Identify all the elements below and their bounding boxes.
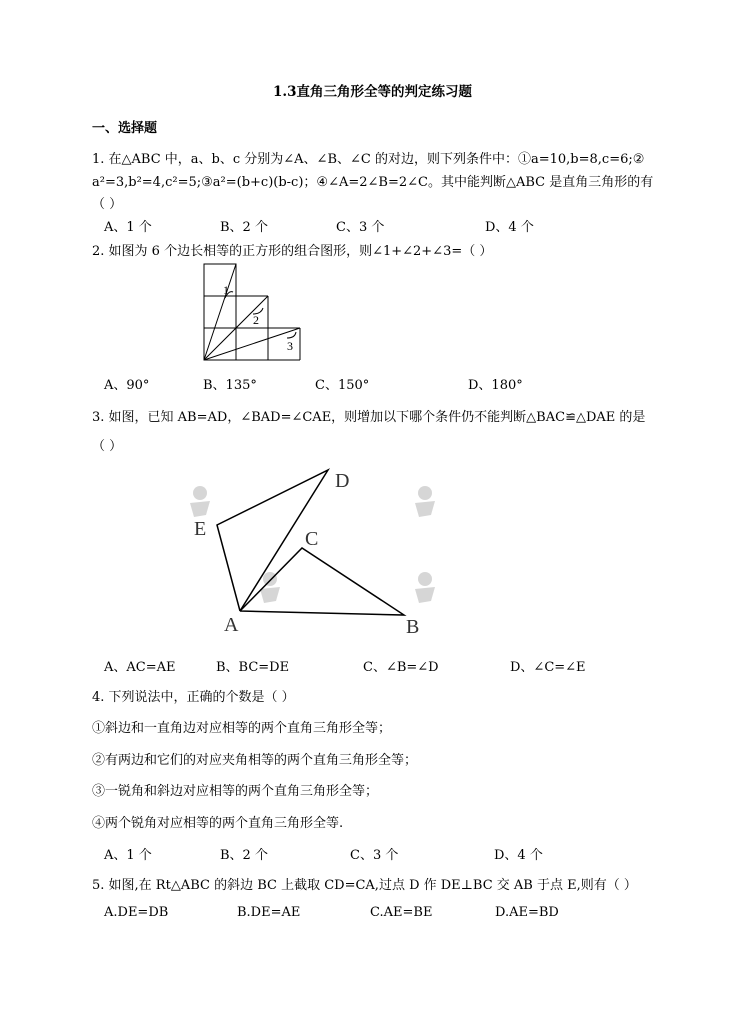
q4-statement-2: ②有两边和它们的对应夹角相等的两个直角三角形全等； bbox=[92, 753, 418, 768]
q4-text: 4. 下列说法中，正确的个数是（ ） bbox=[92, 690, 295, 705]
point-label-a: A bbox=[224, 614, 239, 636]
page-title: 1.3直角三角形全等的判定练习题 bbox=[273, 84, 472, 100]
q5-option-c[interactable]: C.AE=BE bbox=[370, 905, 433, 920]
q4-option-c[interactable]: C、3 个 bbox=[350, 848, 399, 863]
q5-option-a[interactable]: A.DE=DB bbox=[104, 905, 169, 920]
q3-triangles-figure bbox=[180, 455, 450, 645]
q3-line2: （ ） bbox=[92, 439, 123, 454]
point-label-c: C bbox=[305, 528, 319, 550]
q4-statement-4: ④两个锐角对应相等的两个直角三角形全等. bbox=[92, 816, 344, 831]
q2-option-c[interactable]: C、150° bbox=[315, 378, 370, 393]
diagonal-1 bbox=[204, 264, 236, 360]
diagonal-3 bbox=[204, 328, 300, 360]
point-label-d: D bbox=[335, 470, 350, 492]
angle-arc-3 bbox=[287, 332, 296, 338]
angle-label-2: 2 bbox=[253, 313, 259, 327]
q2-option-a[interactable]: A、90° bbox=[104, 378, 150, 393]
section-heading: 一、选择题 bbox=[92, 121, 158, 136]
q5-text: 5. 如图,在 Rt△ABC 的斜边 BC 上截取 CD=CA,过点 D 作 DE⊥BC 交 AB 于点 E,则有（ ） bbox=[92, 878, 637, 893]
q1-option-d[interactable]: D、4 个 bbox=[485, 220, 534, 235]
q1-line1: 1. 在△ABC 中，a、b、c 分别为∠A、∠B、∠C 的对边，则下列条件中：①a=10,b=8,c=6;② bbox=[92, 152, 645, 167]
point-label-e: E bbox=[194, 518, 207, 540]
angle-label-3: 3 bbox=[287, 339, 293, 353]
q2-option-d[interactable]: D、180° bbox=[468, 378, 523, 393]
q1-option-a[interactable]: A、1 个 bbox=[104, 220, 152, 235]
q3-option-b[interactable]: B、BC=DE bbox=[216, 660, 290, 675]
angle-label-1: 1 bbox=[223, 283, 229, 297]
q4-option-a[interactable]: A、1 个 bbox=[104, 848, 152, 863]
q1-option-b[interactable]: B、2 个 bbox=[220, 220, 268, 235]
q3-option-c[interactable]: C、∠B=∠D bbox=[363, 660, 439, 675]
q1-option-c[interactable]: C、3 个 bbox=[336, 220, 385, 235]
q3-option-a[interactable]: A、AC=AE bbox=[104, 660, 176, 675]
q4-statement-3: ③一锐角和斜边对应相等的两个直角三角形全等； bbox=[92, 784, 379, 799]
q2-text: 2. 如图为 6 个边长相等的正方形的组合图形，则∠1+∠2+∠3=（ ） bbox=[92, 244, 493, 259]
point-label-b: B bbox=[406, 616, 420, 638]
q4-option-b[interactable]: B、2 个 bbox=[220, 848, 268, 863]
q2-squares-figure bbox=[195, 258, 310, 368]
q5-option-b[interactable]: B.DE=AE bbox=[237, 905, 301, 920]
q4-option-d[interactable]: D、4 个 bbox=[494, 848, 543, 863]
q1-line2: a²=3,b²=4,c²=5;③a²=(b+c)(b-c)；④∠A=2∠B=2∠C。其中能判断△ABC 是直角三角形的有 bbox=[92, 175, 654, 190]
q5-option-d[interactable]: D.AE=BD bbox=[495, 905, 559, 920]
q2-option-b[interactable]: B、135° bbox=[203, 378, 257, 393]
q3-option-d[interactable]: D、∠C=∠E bbox=[510, 660, 586, 675]
q4-statement-1: ①斜边和一直角边对应相等的两个直角三角形全等； bbox=[92, 721, 392, 736]
q1-line3: （ ） bbox=[92, 197, 123, 212]
q3-line1: 3. 如图，已知 AB=AD，∠BAD=∠CAE，则增加以下哪个条件仍不能判断△BAC≌△DAE 的是 bbox=[92, 410, 646, 425]
